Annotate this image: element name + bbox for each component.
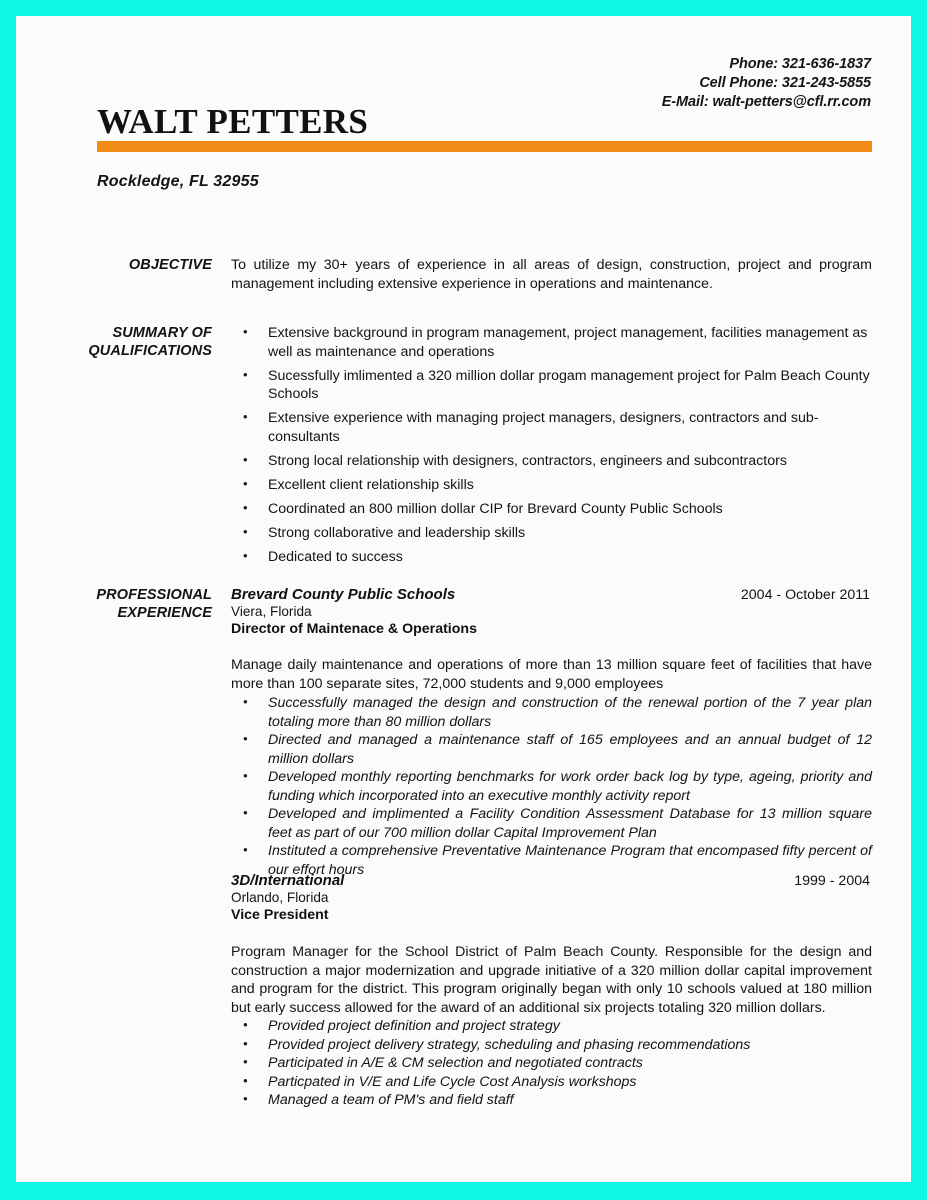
experience-section-continued xyxy=(16,872,911,1110)
list-item: • Participated in A/E & CM selection and negotiated contracts xyxy=(231,1054,872,1073)
job-entry xyxy=(231,586,911,879)
summary-label xyxy=(16,324,231,360)
orange-divider-rule xyxy=(97,141,872,152)
list-item: • Particpated in V/E and Life Cycle Cost Analysis workshops xyxy=(231,1073,872,1092)
list-item: • Provided project definition and project strategy xyxy=(231,1017,872,1036)
resume-page xyxy=(16,16,911,1182)
list-item: • Extensive background in program management, project management, facilities management as well as maintenance and operations xyxy=(231,324,872,361)
job-company-name: 3D/International xyxy=(231,872,345,889)
job-summary-text: Program Manager for the School District of Palm Beach County. Responsible for the design and construction a major modernization and upgrade initiative of a 320 million dollar capital improvement and program for the district. This program originally began with only 10 schools valued at 180 million but early success allowed for the award of an additional six projects totaling 320 million dollars. xyxy=(231,944,872,1016)
objective-section xyxy=(16,256,911,293)
objective-text: To utilize my 30+ years of experience in all areas of design, construction, project and program management including extensive experience in operations and maintenance. xyxy=(231,257,872,292)
list-item: • Strong collaborative and leadership skills xyxy=(231,524,872,543)
experience-section xyxy=(16,586,911,879)
summary-label-line2: QUALIFICATIONS xyxy=(88,343,212,359)
job-bullet-list xyxy=(231,1017,872,1110)
list-item: • Managed a team of PM's and field staff xyxy=(231,1091,872,1110)
job-company-name: Brevard County Public Schools xyxy=(231,586,456,603)
job-bullet-list xyxy=(231,694,872,879)
summary-label-line1: SUMMARY OF xyxy=(112,325,212,341)
job-location: Viera, Florida xyxy=(231,604,312,619)
list-item: • Extensive experience with managing project managers, designers, contractors and sub-consultants xyxy=(231,409,872,446)
phone-text: Phone: 321-636-1837 xyxy=(729,56,871,72)
experience-label-line2: EXPERIENCE xyxy=(117,605,212,621)
list-item: • Developed monthly reporting benchmarks for work order back log by type, ageing, priority and funding which incorporated into an executive monthly activity report xyxy=(231,768,872,805)
job-title: Vice President xyxy=(231,907,329,923)
job-summary-text: Manage daily maintenance and operations of more than 13 million square feet of facilities that have more than 100 separate sites, 72,000 students and 9,000 employees xyxy=(231,657,872,692)
list-item: • Developed and implimented a Facility Condition Assessment Database for 13 million square feet as part of our 700 million dollar Capital Improvement Plan xyxy=(231,805,872,842)
job-header xyxy=(231,872,872,889)
experience-label-line1: PROFESSIONAL xyxy=(96,587,212,603)
objective-label: OBJECTIVE xyxy=(128,257,212,273)
job-title: Director of Maintenace & Operations xyxy=(231,621,477,637)
cell-phone-text: Cell Phone: 321-243-5855 xyxy=(699,75,871,91)
list-item: • Sucessfully imlimented a 320 million dollar progam management project for Palm Beach County Schools xyxy=(231,367,872,404)
list-item: • Provided project delivery strategy, scheduling and phasing recommendations xyxy=(231,1036,872,1055)
summary-section xyxy=(16,324,911,572)
job-entry xyxy=(231,872,911,1110)
list-item: • Coordinated an 800 million dollar CIP for Brevard County Public Schools xyxy=(231,500,872,519)
summary-bullet-list xyxy=(231,324,872,566)
experience-label xyxy=(16,586,231,622)
list-item: • Successfully managed the design and construction of the renewal portion of the 7 year plan totaling more than 80 million dollars xyxy=(231,694,872,731)
job-dates: 1999 - 2004 xyxy=(794,873,870,889)
list-item: • Excellent client relationship skills xyxy=(231,476,872,495)
list-item: • Directed and managed a maintenance staff of 165 employees and an annual budget of 12 million dollars xyxy=(231,731,872,768)
list-item: • Dedicated to success xyxy=(231,548,872,567)
candidate-name: WALT PETTERS xyxy=(97,102,369,141)
job-location: Orlando, Florida xyxy=(231,890,329,905)
job-dates: 2004 - October 2011 xyxy=(740,587,870,603)
email-text: E-Mail: walt-petters@cfl.rr.com xyxy=(661,94,871,110)
list-item: • Strong local relationship with designers, contractors, engineers and subcontractors xyxy=(231,452,872,471)
candidate-location: Rockledge, FL 32955 xyxy=(97,173,259,190)
contact-block xyxy=(662,55,871,112)
list-item: • Instituted a comprehensive Preventative Maintenance Program that encompased fifty percent of our effort hours xyxy=(231,842,872,879)
job-header xyxy=(231,586,872,603)
